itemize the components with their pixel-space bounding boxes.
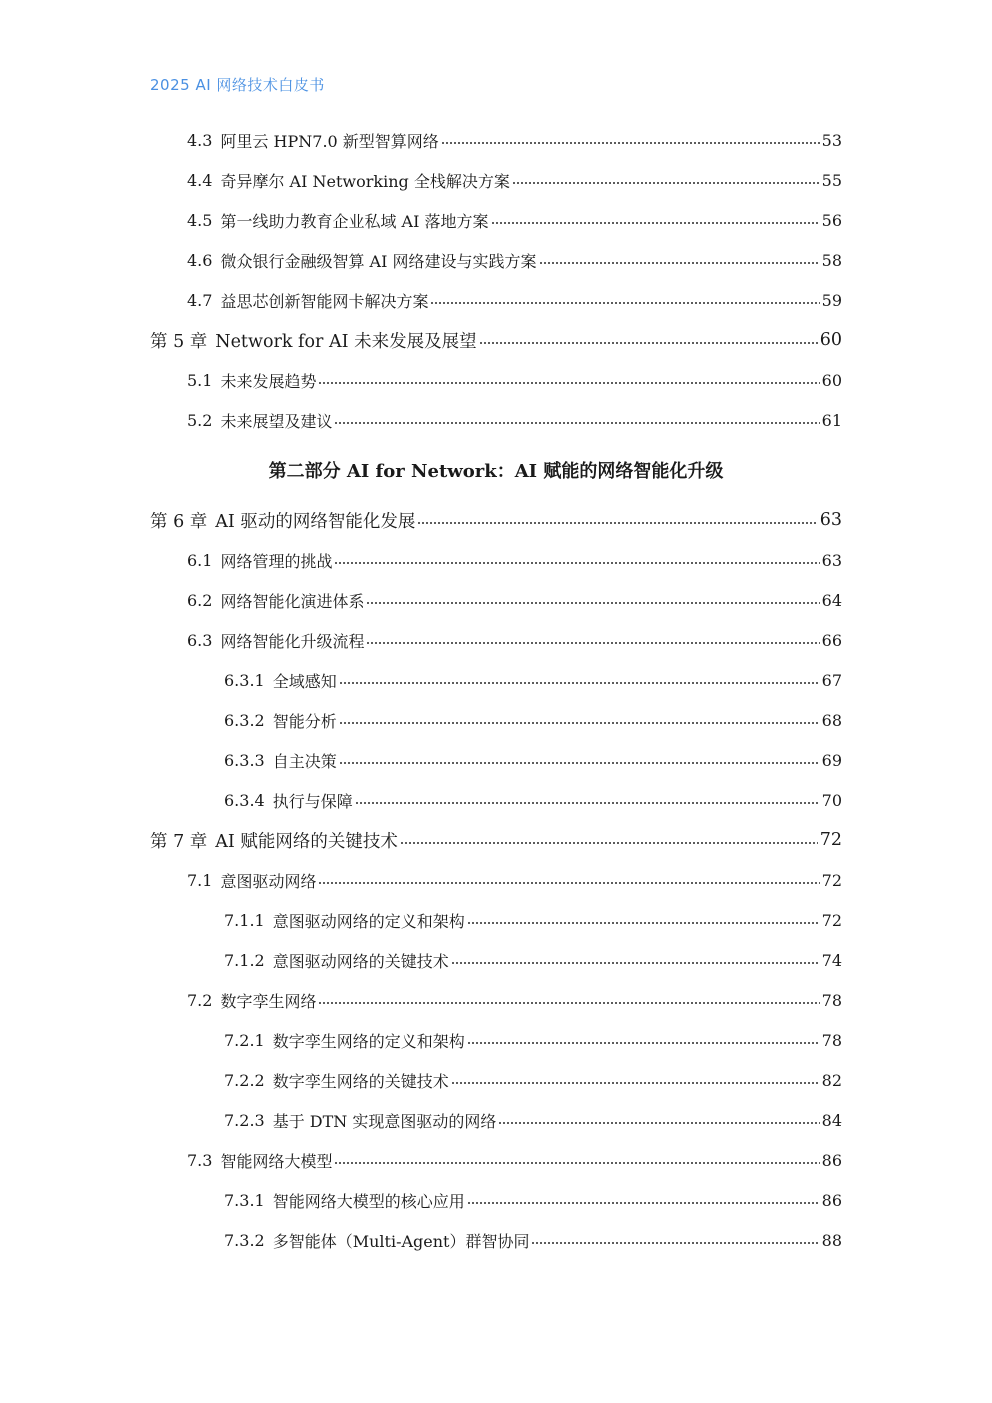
toc-entry-number: 7.2.1 — [224, 1030, 265, 1050]
dot-leader — [498, 1122, 819, 1124]
toc-entry[interactable] — [150, 1100, 842, 1140]
toc-entry[interactable] — [150, 860, 842, 900]
toc-entry[interactable] — [150, 580, 842, 620]
toc-entry-title: 益思芯创新智能网卡解决方案 — [220, 291, 429, 311]
toc-entry-number: 4.6 — [187, 250, 213, 270]
toc-entry-title: 意图驱动网络的关键技术 — [272, 951, 449, 971]
toc-chapter-entry[interactable] — [150, 320, 842, 360]
toc-entry[interactable] — [150, 980, 842, 1020]
toc-entry[interactable] — [150, 940, 842, 980]
toc-entry-page-number: 55 — [821, 170, 842, 190]
toc-entry[interactable] — [150, 400, 842, 440]
dot-leader — [467, 1202, 820, 1204]
toc-entry-title: 智能网络大模型的核心应用 — [272, 1191, 465, 1211]
toc-entry-title: 多智能体（Multi-Agent）群智协同 — [272, 1231, 530, 1251]
dot-leader — [531, 1242, 819, 1244]
toc-entry-number: 6.3.2 — [224, 710, 265, 730]
toc-entry-title: 奇异摩尔 AI Networking 全栈解决方案 — [220, 171, 510, 191]
dot-leader — [479, 342, 818, 344]
toc-entry-page-number: 84 — [821, 1110, 842, 1130]
toc-entry-page-number: 63 — [819, 510, 842, 530]
toc-entry-number: 4.7 — [187, 290, 213, 310]
toc-entry-title: 执行与保障 — [272, 791, 353, 811]
toc-entry-number: 4.5 — [187, 210, 213, 230]
dot-leader — [366, 642, 819, 644]
toc-entry-page-number: 72 — [821, 870, 842, 890]
toc-entry-title: 第一线助力教育企业私域 AI 落地方案 — [220, 211, 489, 231]
toc-entry-title: 智能分析 — [272, 711, 337, 731]
dot-leader — [318, 1002, 819, 1004]
toc-entry[interactable] — [150, 780, 842, 820]
toc-entry-number: 4.4 — [187, 170, 213, 190]
toc-entry-page-number: 60 — [819, 330, 842, 350]
toc-section-part-two — [150, 500, 842, 1260]
toc-entry-title: 数字孪生网络的定义和架构 — [272, 1031, 465, 1051]
dot-leader — [491, 222, 820, 224]
toc-entry[interactable] — [150, 700, 842, 740]
toc-entry-number: 7.3.2 — [224, 1230, 265, 1250]
toc-entry-title: 意图驱动网络的定义和架构 — [272, 911, 465, 931]
toc-entry-page-number: 68 — [821, 710, 842, 730]
toc-entry-title: 网络智能化演进体系 — [220, 591, 365, 611]
toc-entry[interactable] — [150, 120, 842, 160]
toc-entry-page-number: 63 — [821, 550, 842, 570]
toc-entry-page-number: 72 — [819, 830, 842, 850]
dot-leader — [334, 562, 819, 564]
toc-entry-title: 意图驱动网络 — [220, 871, 317, 891]
running-header: 2025 AI 网络技术白皮书 — [150, 76, 325, 94]
toc-section-part-one — [150, 120, 842, 440]
dot-leader — [451, 962, 820, 964]
toc-chapter-entry[interactable] — [150, 820, 842, 860]
toc-entry-number: 7.1.2 — [224, 950, 265, 970]
toc-entry-number: 7.3.1 — [224, 1190, 265, 1210]
toc-entry[interactable] — [150, 1020, 842, 1060]
part-heading: 第二部分 AI for Network：AI 赋能的网络智能化升级 — [268, 461, 724, 482]
toc-entry[interactable] — [150, 1220, 842, 1260]
toc-entry-number: 6.3.4 — [224, 790, 265, 810]
toc-entry-page-number: 56 — [821, 210, 842, 230]
dot-leader — [539, 262, 820, 264]
toc-entry-page-number: 88 — [821, 1230, 842, 1250]
toc-entry-number: 6.3.3 — [224, 750, 265, 770]
toc-entry-title: 全域感知 — [272, 671, 337, 691]
dot-leader — [334, 1162, 819, 1164]
toc-entry-page-number: 82 — [821, 1070, 842, 1090]
toc-entry-title: AI 赋能网络的关键技术 — [215, 831, 398, 852]
toc-entry-title: 未来展望及建议 — [220, 411, 333, 431]
toc-entry-page-number: 78 — [821, 990, 842, 1010]
toc-entry-title: Network for AI 未来发展及展望 — [215, 331, 477, 352]
dot-leader — [441, 142, 820, 144]
toc-entry-number: 4.3 — [187, 130, 213, 150]
dot-leader — [339, 722, 820, 724]
toc-entry-number: 6.3.1 — [224, 670, 265, 690]
dot-leader — [366, 602, 819, 604]
toc-entry-page-number: 72 — [821, 910, 842, 930]
toc-entry-page-number: 69 — [821, 750, 842, 770]
toc-entry-number: 7.1 — [187, 870, 213, 890]
dot-leader — [339, 682, 820, 684]
toc-entry[interactable] — [150, 1180, 842, 1220]
dot-leader — [417, 522, 817, 524]
toc-entry-page-number: 64 — [821, 590, 842, 610]
toc-entry-page-number: 67 — [821, 670, 842, 690]
toc-entry-number: 第 6 章 — [150, 511, 208, 532]
toc-entry-page-number: 66 — [821, 630, 842, 650]
toc-entry-title: 阿里云 HPN7.0 新型智算网络 — [220, 131, 439, 151]
toc-entry[interactable] — [150, 660, 842, 700]
toc-entry[interactable] — [150, 240, 842, 280]
dot-leader — [334, 422, 819, 424]
dot-leader — [451, 1082, 820, 1084]
dot-leader — [430, 302, 819, 304]
toc-entry[interactable] — [150, 160, 842, 200]
toc-entry-title: 自主决策 — [272, 751, 337, 771]
toc-entry-title: AI 驱动的网络智能化发展 — [215, 511, 416, 532]
toc-entry-page-number: 59 — [821, 290, 842, 310]
table-of-contents — [150, 120, 842, 1260]
toc-entry-page-number: 60 — [821, 370, 842, 390]
dot-leader — [355, 802, 820, 804]
toc-chapter-entry[interactable] — [150, 500, 842, 540]
toc-entry-number: 5.1 — [187, 370, 213, 390]
toc-entry[interactable] — [150, 900, 842, 940]
toc-entry-number: 6.1 — [187, 550, 213, 570]
toc-entry[interactable] — [150, 200, 842, 240]
toc-entry-number: 7.2.2 — [224, 1070, 265, 1090]
toc-entry-number: 6.2 — [187, 590, 213, 610]
dot-leader — [467, 1042, 820, 1044]
toc-entry-title: 网络管理的挑战 — [220, 551, 333, 571]
toc-entry[interactable] — [150, 540, 842, 580]
toc-entry-page-number: 61 — [821, 410, 842, 430]
dot-leader — [400, 842, 818, 844]
dot-leader — [318, 382, 819, 384]
toc-entry-number: 第 7 章 — [150, 831, 208, 852]
dot-leader — [467, 922, 820, 924]
toc-entry-page-number: 70 — [821, 790, 842, 810]
toc-entry-number: 6.3 — [187, 630, 213, 650]
toc-entry-number: 5.2 — [187, 410, 213, 430]
toc-entry[interactable] — [150, 620, 842, 660]
toc-entry[interactable] — [150, 360, 842, 400]
toc-entry[interactable] — [150, 1140, 842, 1180]
toc-entry-page-number: 74 — [821, 950, 842, 970]
toc-entry-page-number: 86 — [821, 1150, 842, 1170]
dot-leader — [512, 182, 820, 184]
toc-entry-title: 基于 DTN 实现意图驱动的网络 — [272, 1111, 497, 1131]
toc-entry-page-number: 78 — [821, 1030, 842, 1050]
toc-entry-title: 未来发展趋势 — [220, 371, 317, 391]
toc-entry-title: 智能网络大模型 — [220, 1151, 333, 1171]
toc-entry-page-number: 58 — [821, 250, 842, 270]
toc-entry[interactable] — [150, 1060, 842, 1100]
toc-entry-number: 7.2.3 — [224, 1110, 265, 1130]
toc-entry[interactable] — [150, 740, 842, 780]
dot-leader — [318, 882, 819, 884]
toc-entry-number: 7.2 — [187, 990, 213, 1010]
toc-entry-title: 数字孪生网络 — [220, 991, 317, 1011]
toc-entry-number: 第 5 章 — [150, 331, 208, 352]
toc-entry-title: 数字孪生网络的关键技术 — [272, 1071, 449, 1091]
toc-entry-page-number: 86 — [821, 1190, 842, 1210]
toc-entry-title: 网络智能化升级流程 — [220, 631, 365, 651]
toc-entry-number: 7.1.1 — [224, 910, 265, 930]
toc-entry-number: 7.3 — [187, 1150, 213, 1170]
toc-entry[interactable] — [150, 280, 842, 320]
dot-leader — [339, 762, 820, 764]
toc-entry-title: 微众银行金融级智算 AI 网络建设与实践方案 — [220, 251, 537, 271]
toc-entry-page-number: 53 — [821, 130, 842, 150]
